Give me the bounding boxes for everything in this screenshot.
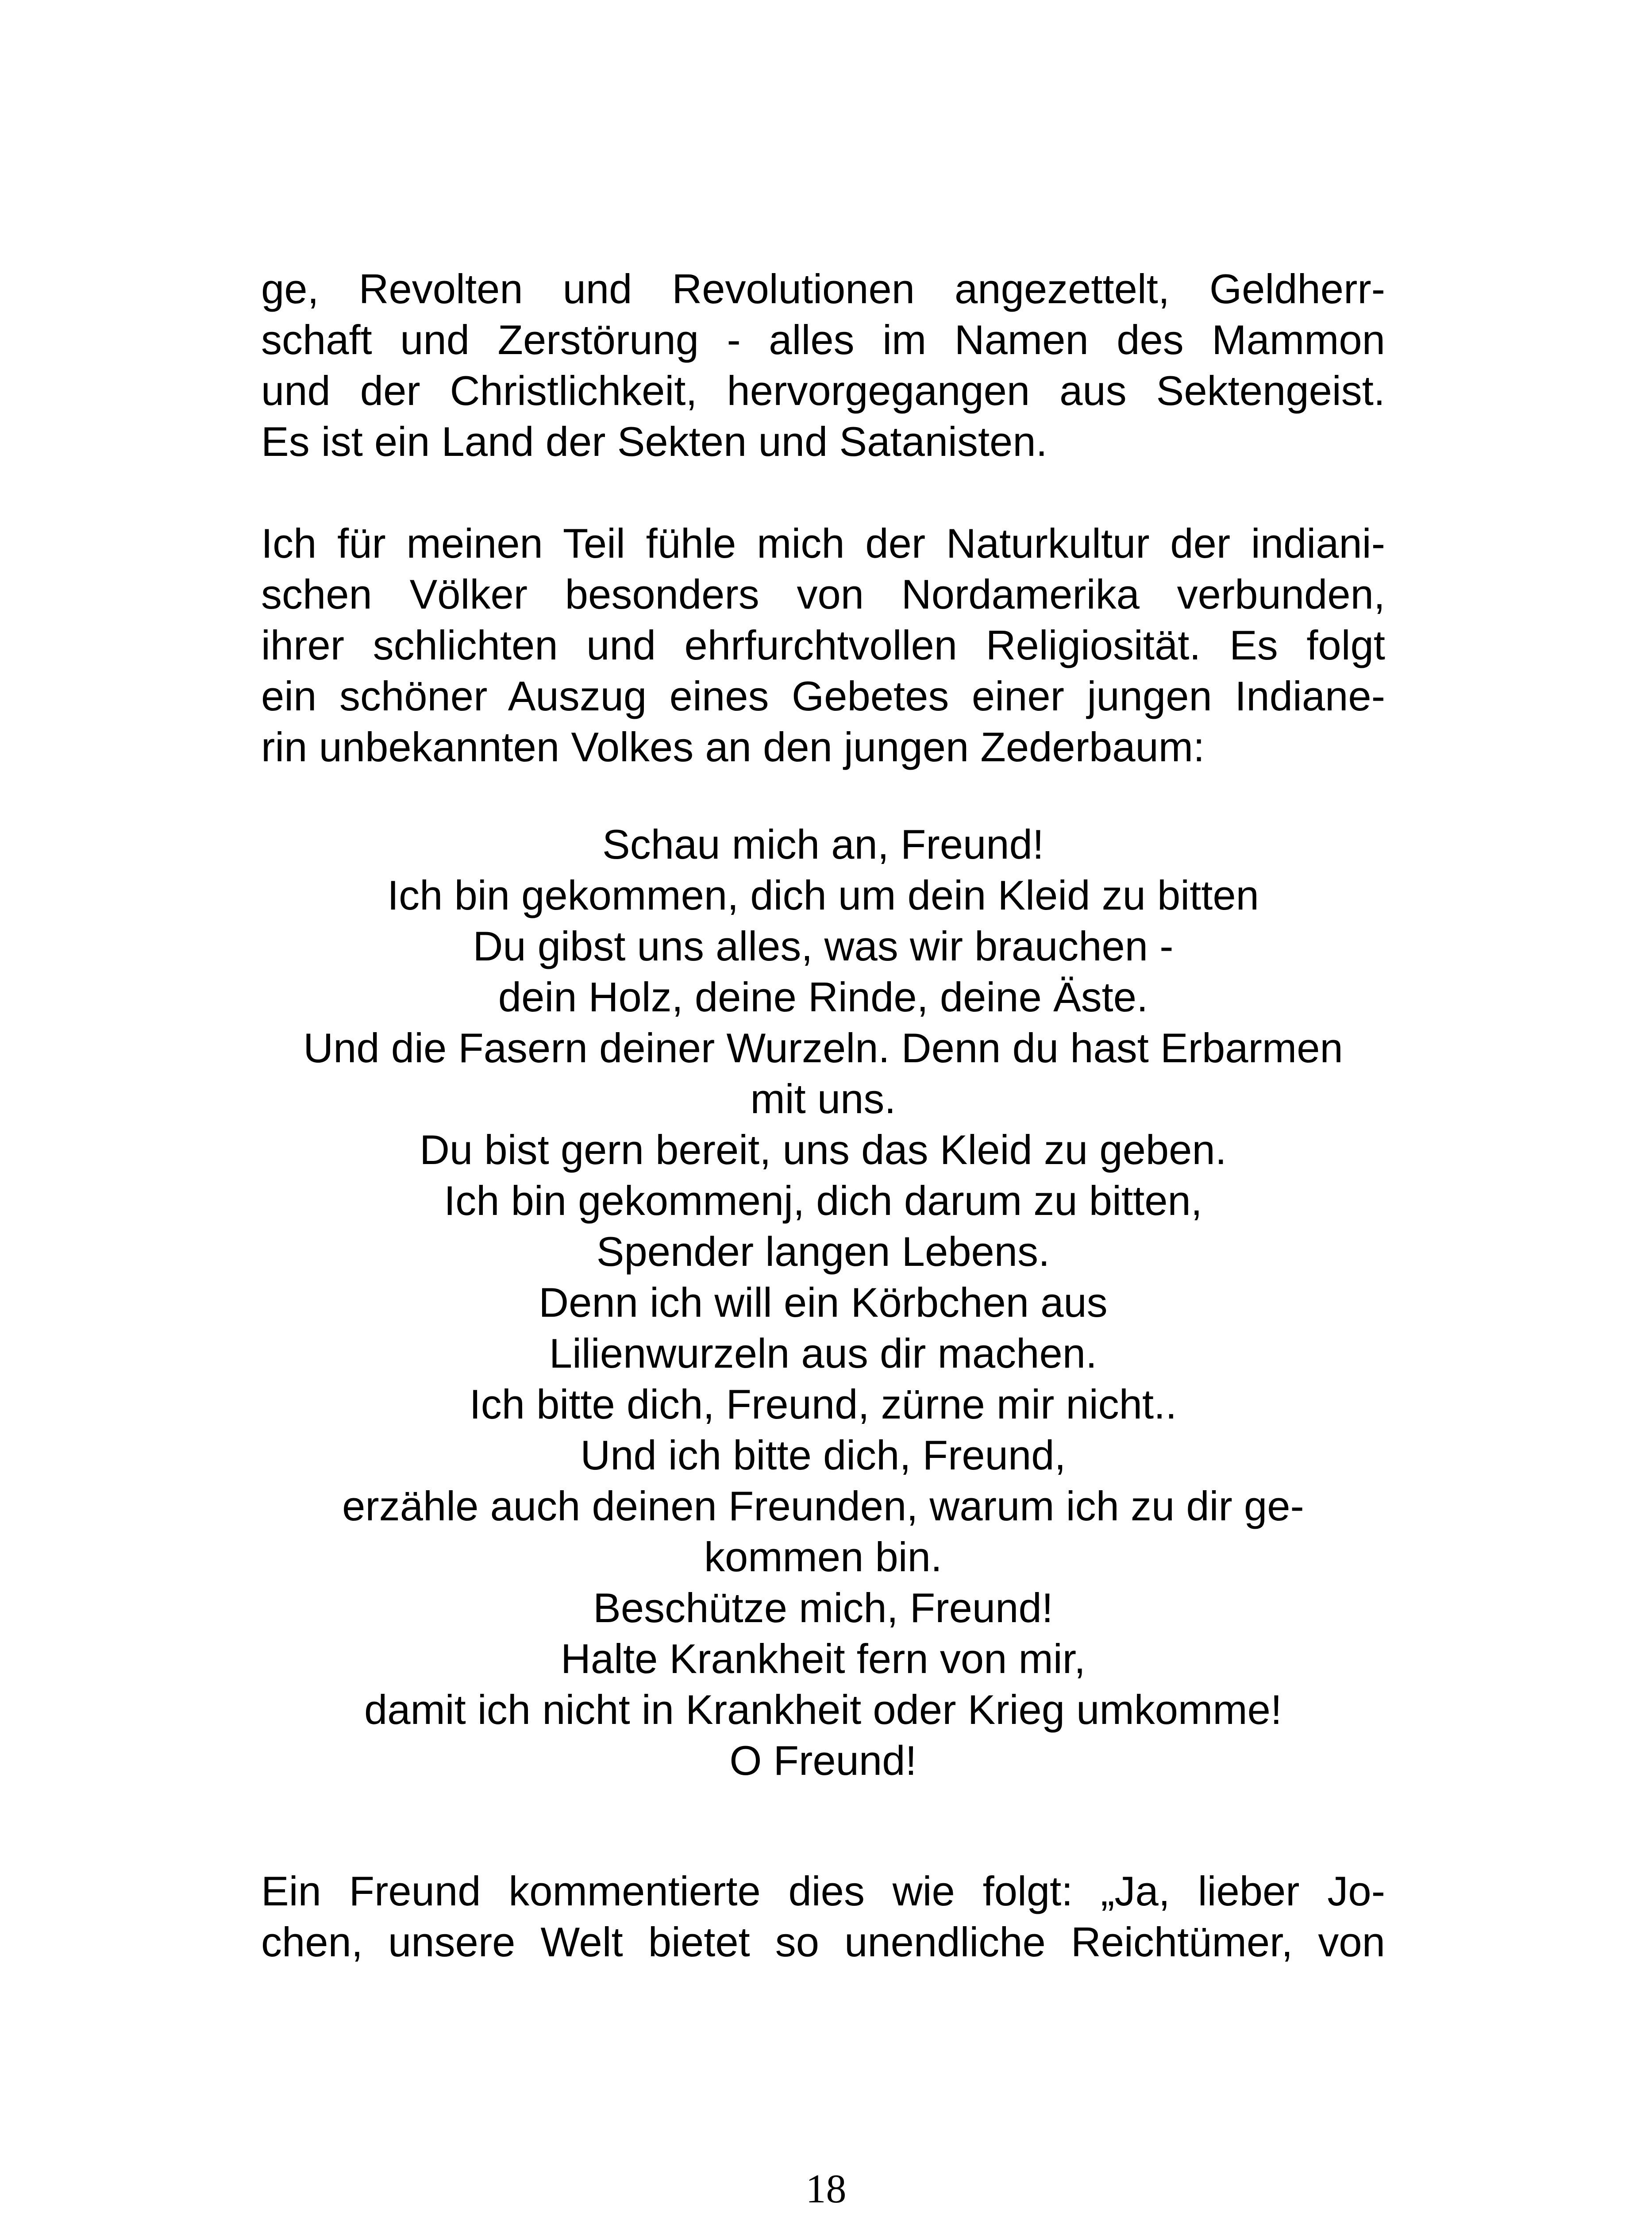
poem-line: Ich bin gekommen, dich um dein Kleid zu bitten: [387, 872, 1259, 918]
poem-line: kommen bin.: [704, 1534, 943, 1580]
poem-line: dein Holz, deine Rinde, deine Äste.: [498, 974, 1148, 1020]
poem-line: mit uns.: [750, 1076, 896, 1122]
poem-line: Du gibst uns alles, was wir brauchen -: [473, 923, 1174, 969]
text-line: schen Völker besonders von Nordamerika verbunden,: [261, 571, 1385, 617]
text-line: ihrer schlichten und ehrfurchtvollen Religiosität. Es folgt: [261, 622, 1385, 668]
text-line: Ich für meinen Teil fühle mich der Naturkultur der indiani-: [261, 520, 1385, 567]
poem-line: erzähle auch deinen Freunden, warum ich zu dir ge-: [342, 1483, 1304, 1529]
poem-line: Du bist gern bereit, uns das Kleid zu geben.: [420, 1126, 1227, 1173]
poem-line: Ich bin gekommenj, dich darum zu bitten,: [444, 1177, 1202, 1224]
text-line: ge, Revolten und Revolutionen angezettelt, Geldherr-: [261, 266, 1385, 312]
paragraph-3: [261, 1866, 1385, 1967]
text-line: schaft und Zerstörung - alles im Namen des Mammon: [261, 316, 1385, 363]
paragraph-2: [261, 518, 1385, 772]
poem-line: Und die Fasern deiner Wurzeln. Denn du hast Erbarmen: [303, 1025, 1343, 1071]
poem-line: Ich bitte dich, Freund, zürne mir nicht..: [469, 1381, 1177, 1427]
text-line: chen, unsere Welt bietet so unendliche Reichtümer, von: [261, 1919, 1385, 1965]
poem-line: Lilienwurzeln aus dir machen.: [549, 1330, 1097, 1376]
text-line: und der Christlichkeit, hervorgegangen aus Sektengeist.: [261, 367, 1385, 414]
poem-line: Und ich bitte dich, Freund,: [580, 1432, 1066, 1478]
text-line: Ein Freund kommentierte dies wie folgt: „Ja, lieber Jo-: [261, 1868, 1385, 1914]
text-line: ein schöner Auszug eines Gebetes einer jungen Indiane-: [261, 673, 1385, 719]
poem-line: Spender langen Lebens.: [596, 1228, 1050, 1275]
poem-line: Denn ich will ein Körbchen aus: [539, 1279, 1108, 1326]
poem-line: Halte Krankheit fern von mir,: [561, 1635, 1086, 1682]
paragraph-1: [261, 263, 1385, 467]
text-line: rin unbekannten Volkes an den jungen Zederbaum:: [261, 724, 1205, 770]
page-number: 18: [805, 2166, 847, 2211]
text-line: Es ist ein Land der Sekten und Satanisten.: [261, 418, 1047, 465]
poem-line: damit ich nicht in Krankheit oder Krieg umkomme!: [364, 1686, 1282, 1733]
poem-line: O Freund!: [729, 1737, 917, 1784]
poem-line: Schau mich an, Freund!: [602, 821, 1044, 867]
poem-line: Beschütze mich, Freund!: [593, 1585, 1053, 1631]
prayer-poem: [261, 819, 1385, 1786]
